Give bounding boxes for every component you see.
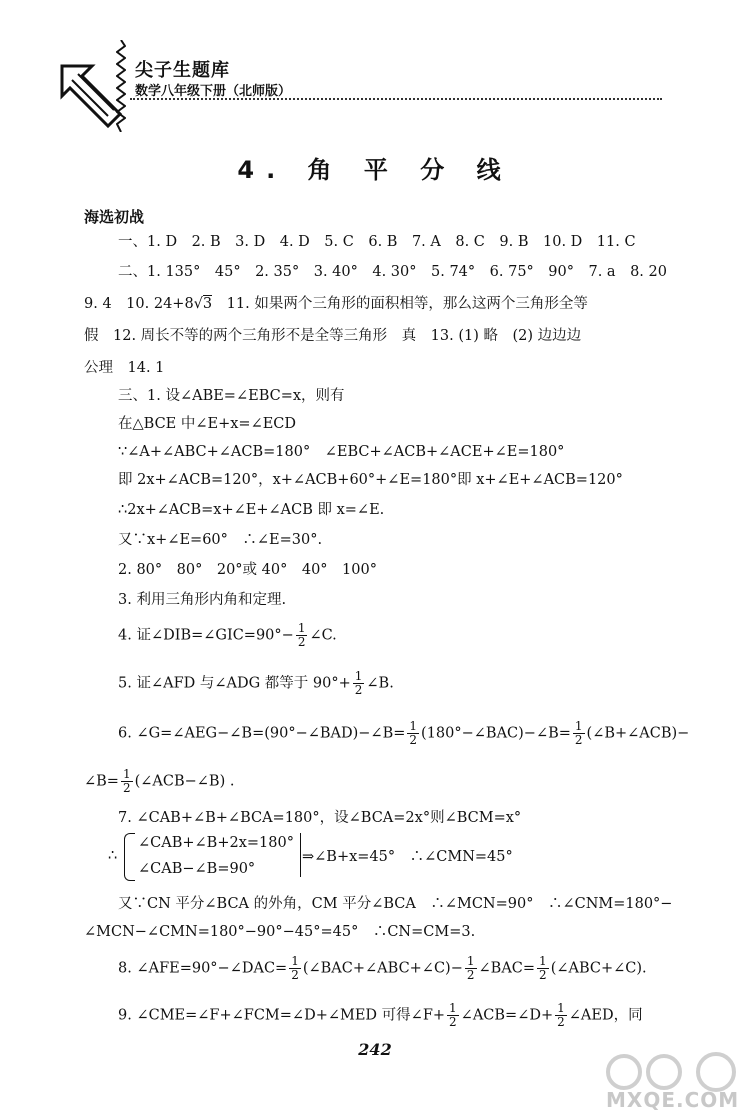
equation: ∠CAB+∠B+2x=180° — [138, 835, 294, 851]
answer-line: 公理 14. 1 — [84, 360, 165, 376]
chapter-title: 4. 角 平 分 线 — [237, 156, 513, 184]
answer-line: 又∵CN 平分∠BCA 的外角，CM 平分∠BCA ∴∠MCN=90° ∴∠CNM=180°− — [118, 896, 673, 912]
answer-line: 即 2x+∠ACB=120°，x+∠ACB+60°+∠E=180°即 x+∠E+∠ACB=120° — [118, 472, 623, 488]
answer-line: 2. 80° 80° 20°或 40° 40° 100° — [118, 562, 377, 578]
text-segment: (∠ABC+∠C). — [550, 960, 647, 977]
text-segment: 9. 4 10. 24+8 — [84, 296, 194, 312]
text-segment: (180°−∠BAC)−∠B= — [421, 725, 571, 742]
answer-line: 7. ∠CAB+∠B+∠BCA=180°，设∠BCA=2x°则∠BCM=x° — [118, 810, 522, 826]
fraction: $\frac{1}{2}$ — [557, 1001, 565, 1029]
answer-line — [118, 955, 647, 982]
answer-line — [84, 768, 234, 795]
fraction: $\frac{1}{2}$ — [291, 954, 299, 982]
answer-line — [118, 670, 394, 697]
sqrt-symbol: √ — [193, 296, 203, 312]
answer-line — [84, 294, 588, 314]
text-segment: (∠B+∠ACB)− — [586, 725, 690, 742]
text-segment: 5. 证∠AFD 与∠ADG 都等于 90°+ — [118, 675, 351, 692]
sqrt-radicand: 3 — [202, 296, 213, 312]
book-logo-arrow-icon — [58, 62, 124, 130]
answer-line: 3. 利用三角形内角和定理. — [118, 592, 287, 608]
watermark-text: MXQE.COM — [606, 1088, 740, 1112]
fraction: $\frac{1}{2}$ — [574, 719, 583, 747]
answer-line — [118, 1002, 643, 1029]
fraction: $\frac{1}{2}$ — [297, 621, 306, 649]
answer-line: ∴2x+∠ACB=x+∠E+∠ACB 即 x=∠E. — [118, 502, 385, 518]
text-segment: ∠AED，同 — [568, 1007, 643, 1024]
text-segment: ∠C. — [309, 627, 337, 644]
equation: ∠CAB−∠B=90° — [138, 861, 256, 877]
fraction: $\frac{1}{2}$ — [539, 954, 547, 982]
text-segment: 8. ∠AFE=90°−∠DAC= — [118, 960, 288, 977]
answer-line — [118, 622, 337, 649]
fraction: $\frac{1}{2}$ — [449, 1001, 457, 1029]
fraction: $\frac{1}{2}$ — [122, 767, 131, 795]
text-segment: 4. 证∠DIB=∠GIC=90°− — [118, 627, 294, 644]
therefore-symbol: ∴ — [108, 848, 118, 864]
answer-line: 二、1. 135° 45° 2. 35° 3. 40° 4. 30° 5. 74° 6. 75° 90° 7. a 8. 20 — [118, 264, 667, 280]
left-brace-icon — [124, 833, 135, 881]
fraction: $\frac{1}{2}$ — [409, 719, 418, 747]
book-subtitle: 数学八年级下册（北师版） — [135, 84, 292, 99]
answer-line — [118, 720, 689, 747]
answer-line: 假 12. 周长不等的两个三角形不是全等三角形 真 13. (1) 略 (2) 边边边 — [84, 328, 582, 344]
answer-line: 又∵x+∠E=60° ∴∠E=30°. — [118, 532, 323, 548]
header-divider — [130, 98, 662, 100]
fraction: $\frac{1}{2}$ — [354, 669, 363, 697]
text-segment: 11. 如果两个三角形的面积相等，那么这两个三角形全等 — [212, 296, 588, 312]
book-title: 尖子生题库 — [135, 60, 230, 81]
text-segment: 9. ∠CME=∠F+∠FCM=∠D+∠MED 可得∠F+ — [118, 1007, 446, 1024]
section-title: 海选初战 — [84, 208, 145, 226]
text-segment: ∠BAC= — [478, 960, 536, 977]
text-segment: 6. ∠G=∠AEG−∠B=(90°−∠BAD)−∠B= — [118, 725, 406, 742]
answer-line: ⇒∠B+x=45° ∴∠CMN=45° — [302, 849, 513, 865]
answer-line: ∠MCN−∠CMN=180°−90°−45°=45° ∴CN=CM=3. — [84, 924, 476, 940]
fraction: $\frac{1}{2}$ — [466, 954, 475, 982]
text-segment: (∠ACB−∠B) . — [134, 773, 235, 790]
text-segment: ∠B= — [84, 773, 119, 790]
text-segment: ∠B. — [366, 675, 394, 692]
text-segment: (∠BAC+∠ABC+∠C)− — [302, 960, 463, 977]
header-zigzag-icon — [116, 40, 126, 132]
answer-line: 在△BCE 中∠E+x=∠ECD — [118, 416, 297, 432]
answer-line: 一、1. D 2. B 3. D 4. D 5. C 6. B 7. A 8. C 9. B 10. D 11. C — [118, 234, 636, 250]
answer-line: ∵∠A+∠ABC+∠ACB=180° ∠EBC+∠ACB+∠ACE+∠E=180° — [118, 444, 565, 460]
text-segment: ∠ACB=∠D+ — [460, 1007, 554, 1024]
page-number: 242 — [358, 1040, 392, 1059]
answer-line: 三、1. 设∠ABE=∠EBC=x，则有 — [118, 388, 345, 404]
